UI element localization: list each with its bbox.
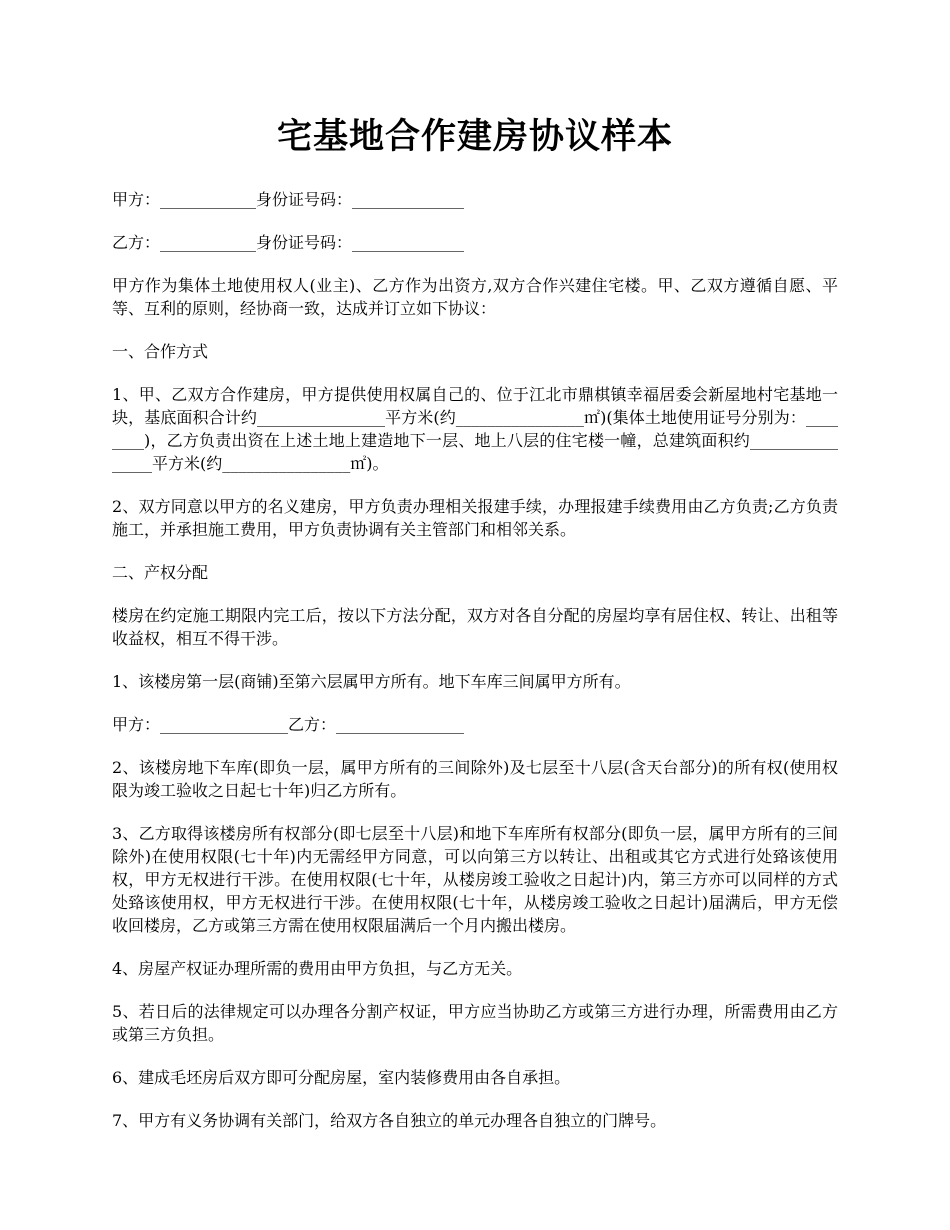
clause-2-3: 3、乙方取得该楼房所有权部分(即七层至十八层)和地下车库所有权部分(即负一层，属甲方所有的三间除外)在使用权限(七十年)内无需经甲方同意，可以向第三方以转让、出租或其它方式进行处臵该使用权，甲方无权进行干涉。在使用权限(七十年，从楼房竣工验收之日起计)内，第三方亦可以同样的方式处臵该使用权，甲方无权进行干涉。在使用权限(七十年，从楼房竣工验收之日起计)届满后，甲方无偿收回楼房，乙方或第三方需在使用权限届满后一个月内搬出楼房。 (112, 824, 838, 935)
clause-2-5: 5、若日后的法律规定可以办理各分割产权证，甲方应当协助乙方或第三方进行办理，所需费用由乙方或第三方负担。 (112, 1002, 838, 1044)
preamble-paragraph: 甲方作为集体土地使用权人(业主)、乙方作为出资方,双方合作兴建住宅楼。甲、乙双方遵循自愿、平等、互利的原则，经协商一致，达成并订立如下协议： (112, 276, 838, 318)
clause-2-6: 6、建成毛坯房后双方即可分配房屋，室内装修费用由各自承担。 (112, 1068, 571, 1087)
party-b-line: 乙方：____________身份证号码：______________ (112, 233, 465, 252)
clause-2-7: 7、甲方有义务协调有关部门，给双方各自独立的单元办理各自独立的门牌号。 (112, 1111, 667, 1130)
clause-2-2: 2、该楼房地下车库(即负一层，属甲方所有的三间除外)及七层至十八层(含天台部分)的所有权(使用权限为竣工验收之日起七十年)归乙方所有。 (112, 758, 838, 800)
document-title: 宅基地合作建房协议样本 (276, 116, 673, 157)
ownership-intro: 楼房在约定施工期限内完工后，按以下方法分配，双方对各自分配的房屋均享有居住权、转让、出租等收益权，相互不得干涉。 (112, 606, 838, 648)
clause-2-4: 4、房屋产权证办理所需的费用由甲方负担，与乙方无关。 (112, 959, 523, 978)
section-heading-cooperation: 一、合作方式 (112, 342, 209, 361)
clause-1-2: 2、双方同意以甲方的名义建房，甲方负责办理相关报建手续，办理报建手续费用由乙方负责;乙方负责施工，并承担施工费用，甲方负责协调有关主管部门和相邻关系。 (112, 497, 838, 539)
clause-1-1: 1、甲、乙双方合作建房，甲方提供使用权属自己的、位于江北市鼎棋镇幸福居委会新屋地村宅基地一块，基底面积合计约________________平方米(约________________㎡)(集体土地使用证号分别为：________)，乙方负责出资在上述土地上建造地下一层、地上八层的住宅楼一幢，总建筑面积约________________平方米(约________________㎡)。 (112, 385, 838, 473)
signature-line: 甲方：________________乙方：________________ (112, 715, 465, 734)
section-heading-ownership: 二、产权分配 (112, 563, 209, 582)
clause-2-1: 1、该楼房第一层(商铺)至第六层属甲方所有。地下车库三间属甲方所有。 (112, 672, 631, 691)
party-a-line: 甲方：____________身份证号码：______________ (112, 190, 465, 209)
